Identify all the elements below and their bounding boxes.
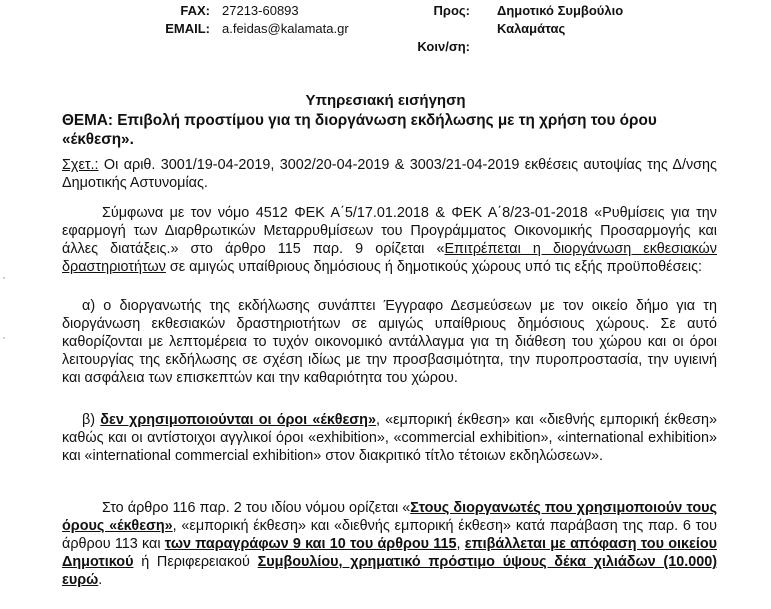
reference-paragraph bbox=[62, 156, 717, 192]
fax-label: FAX: bbox=[180, 3, 210, 18]
condition-a-paragraph: α) ο διοργανωτής της εκδήλωσης συνάπτει Έγγραφο Δεσμεύσεων με τον οικείο δήμο για τη διοργάνωση εκθεσιακών δραστηριοτήτων σε αμιγώς υπαίθριους δημόσιους χώρους. Σε αυτό καθορίζονται με λεπτομέρεια το τυχόν οικονομικό αντάλλαγμα για τη διάθεση του χώρου και οι όροι λειτουργίας της εκδήλωσης σε σχέση ιδίως με την προσβασιμότητα, την πυροπροστασία, την υγιεινή και ασφάλεια των επισκεπτών και την καθαριότητα του χώρου. bbox=[62, 298, 717, 386]
scan-mark: · bbox=[2, 270, 6, 284]
to-label: Προς: bbox=[433, 3, 470, 18]
email-value: a.feidas@kalamata.gr bbox=[222, 21, 349, 36]
penalty-emphasis-2: των παραγράφων 9 και 10 του άρθρου 115 bbox=[164, 536, 457, 552]
penalty-text-3: , bbox=[456, 536, 465, 552]
penalty-paragraph bbox=[62, 499, 717, 589]
condition-b-text: , «εμπορική έκθεση» και «διεθνής εμπορική έκθεση» καθώς και οι αντίστοιχοι αγγλικοί όροι «exhibition», «commercial exhibition», «international exhibition» και «international commercial exhibition» στον διακριτικό τίτλο τέτοιων εκδηλώσεων». bbox=[62, 412, 717, 464]
penalty-text: Στο άρθρο 116 παρ. 2 του ιδίου νόμου ορίζεται « bbox=[102, 500, 411, 516]
subject-line-2: «έκθεση». bbox=[62, 131, 134, 148]
reference-text: Οι αριθ. 3001/19-04-2019, 3002/20-04-2019 & 3003/21-04-2019 εκθέσεις αυτοψίας της Δ/νσης Δημοτικής Αστυνομίας. bbox=[62, 157, 717, 191]
penalty-text-end: . bbox=[98, 572, 103, 588]
scan-mark: · bbox=[2, 330, 6, 344]
condition-b-prefix: β) bbox=[82, 412, 101, 428]
subject-line-1: ΘΕΜΑ: Επιβολή προστίμου για τη διοργάνωση εκδήλωσης με τη χρήση του όρου bbox=[62, 112, 657, 129]
law-text-end: σε αμιγώς υπαίθριους δημόσιους ή δημοτικούς χώρους υπό τις εξής προϋποθέσεις: bbox=[165, 259, 703, 275]
to-value-line1: Δημοτικό Συμβούλιο bbox=[497, 3, 624, 18]
cc-label: Κοιν/ση: bbox=[417, 39, 470, 54]
penalty-emphasis-4: Συμβουλίου, χρηματικό πρόστιμο ύψους δέκα χιλιάδων (10.000) ευρώ bbox=[62, 554, 717, 588]
reference-label: Σχετ.: bbox=[62, 157, 99, 173]
page-title: Υπηρεσιακή εισήγηση bbox=[305, 92, 466, 109]
law-text: Σύμφωνα με τον νόμο 4512 ΦΕΚ Α΄5/17.01.2018 & ΦΕΚ Α΄8/23-01-2018 «Ρυθμίσεις για την εφαρμογή των Διαρθρωτικών Μεταρρυθμίσεων του Προγράμματος Οικονομικής Προσαρμογής και άλλες διατάξεις.» στο άρθρο 115 παρ. 9 ορίζεται « bbox=[62, 205, 717, 257]
email-label: EMAIL: bbox=[165, 21, 210, 36]
penalty-text-4: ή Περιφερειακού bbox=[133, 554, 258, 570]
penalty-text-2: , «εμπορική έκθεση» και «διεθνής εμπορική έκθεση» κατά παράβαση της παρ. 6 του άρθρου 113 και bbox=[62, 518, 717, 552]
penalty-emphasis-3: επιβάλλεται με απόφαση του οικείου Δημοτικού bbox=[62, 536, 718, 570]
condition-b-paragraph bbox=[62, 411, 717, 465]
penalty-emphasis-1: Στους διοργανωτές που χρησιμοποιούν τους όρους «έκθεση» bbox=[62, 500, 717, 534]
condition-b-emphasis: δεν χρησιμοποιούνται οι όροι «έκθεση» bbox=[100, 412, 376, 428]
law-paragraph bbox=[62, 204, 717, 276]
fax-value: 27213-60893 bbox=[222, 3, 299, 18]
to-value-line2: Καλαμάτας bbox=[497, 21, 566, 36]
law-underlined-text: Επιτρέπεται η διοργάνωση εκθεσιακών δραστηριοτήτων bbox=[62, 241, 717, 275]
